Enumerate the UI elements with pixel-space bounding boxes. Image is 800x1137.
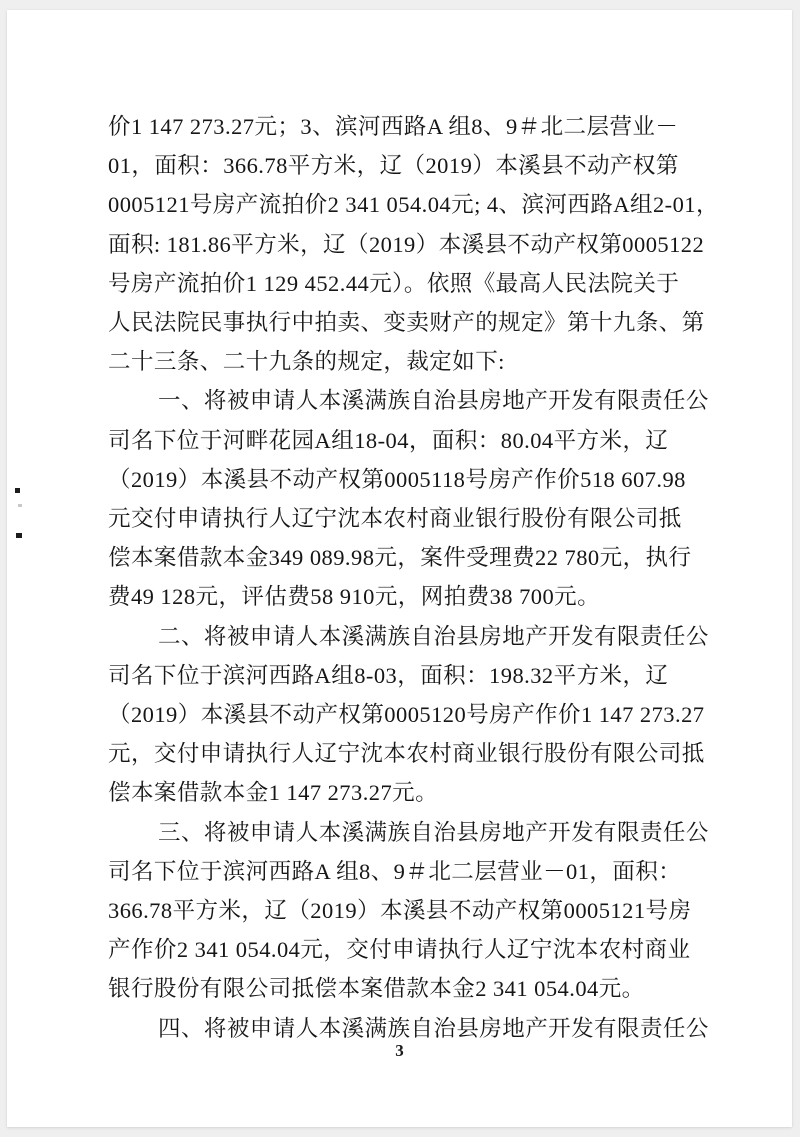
text-line: 司名下位于河畔花园A组18-04，面积：80.04平方米，辽 bbox=[108, 427, 669, 453]
text-line: 面积: 181.86平方米，辽（2019）本溪县不动产权第0005122 bbox=[108, 231, 705, 257]
scan-ink-speck bbox=[16, 533, 22, 538]
text-line: 银行股份有限公司抵偿本案借款本金2 341 054.04元。 bbox=[108, 976, 645, 1002]
text-line: （2019）本溪县不动产权第0005118号房产作价518 607.98 bbox=[108, 466, 686, 492]
text-line: （2019）本溪县不动产权第0005120号房产作价1 147 273.27 bbox=[108, 702, 705, 728]
text-line-paragraph-start: 三、将被申请人本溪满族自治县房地产开发有限责任公 bbox=[158, 819, 709, 845]
text-line: 366.78平方米，辽（2019）本溪县不动产权第0005121号房 bbox=[108, 898, 692, 924]
text-line: 元，交付申请执行人辽宁沈本农村商业银行股份有限公司抵 bbox=[108, 741, 705, 767]
text-line: 价1 147 273.27元；3、滨河西路A 组8、9＃北二层营业－ bbox=[108, 114, 679, 139]
page-number: 3 bbox=[395, 1041, 404, 1060]
text-line: 费49 128元，评估费58 910元，网拍费38 700元。 bbox=[108, 584, 601, 610]
document-body bbox=[108, 107, 719, 1048]
text-line-paragraph-start: 二、将被申请人本溪满族自治县房地产开发有限责任公 bbox=[158, 623, 709, 649]
document-page bbox=[7, 10, 792, 1127]
text-line: 二十三条、二十九条的规定，裁定如下: bbox=[108, 349, 505, 375]
text-line: 产作价2 341 054.04元，交付申请执行人辽宁沈本农村商业 bbox=[108, 937, 691, 963]
text-line: 司名下位于滨河西路A组8-03，面积：198.32平方米，辽 bbox=[108, 662, 669, 688]
scan-ink-speck bbox=[15, 488, 20, 493]
scan-ink-speck bbox=[18, 504, 22, 507]
text-line: 0005121号房产流拍价2 341 054.04元; 4、滨河西路A组2-01， bbox=[108, 192, 719, 218]
text-line: 元交付申请执行人辽宁沈本农村商业银行股份有限公司抵 bbox=[108, 506, 682, 532]
text-line: 司名下位于滨河西路A 组8、9＃北二层营业－01，面积： bbox=[108, 858, 682, 884]
text-line: 号房产流拍价1 129 452.44元）。依照《最高人民法院关于 bbox=[108, 270, 680, 296]
text-line-paragraph-start: 一、将被申请人本溪满族自治县房地产开发有限责任公 bbox=[158, 388, 709, 414]
text-line: 偿本案借款本金1 147 273.27元。 bbox=[108, 780, 439, 806]
text-line: 偿本案借款本金349 089.98元，案件受理费22 780元，执行 bbox=[108, 545, 692, 571]
text-line: 人民法院民事执行中拍卖、变卖财产的规定》第十九条、第 bbox=[108, 310, 705, 336]
text-line: 01，面积：366.78平方米，辽（2019）本溪县不动产权第 bbox=[108, 153, 679, 179]
text-line-paragraph-start: 四、将被申请人本溪满族自治县房地产开发有限责任公 bbox=[158, 1015, 709, 1041]
